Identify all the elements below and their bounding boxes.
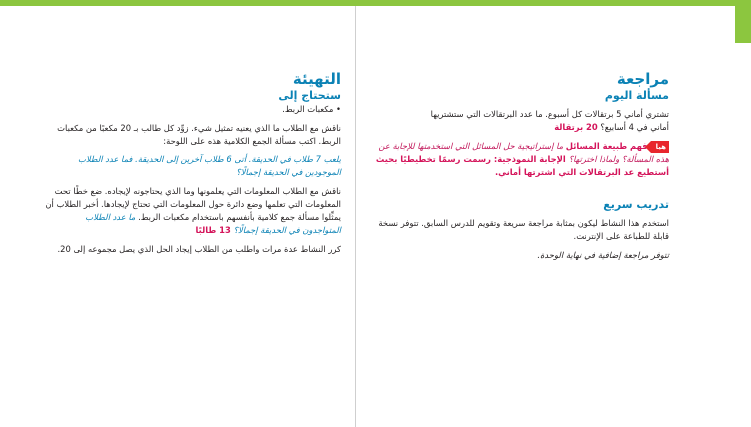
need-heading: ستحتاج إلى (278, 89, 341, 102)
problem-answer: 20 برتقالة (554, 122, 598, 132)
problem-line-1: تشتري أماني 5 برتقالات كل أسبوع. ما عدد البرتقالات التي ستشتريها (430, 109, 669, 119)
problem-of-day-heading: مسألة اليوم (604, 89, 669, 102)
quick-practice-text: استخدم هذا النشاط ليكون بمثابة مراجعة سريعة وتقويم للدرس السابق. تتوفر نسخة قابلة للطباعة على الإنترنت. (378, 218, 669, 241)
warmup-paragraph-1: ناقش مع الطلاب ما الذي يعنيه تمثيل شيء. زوِّد كل طالب بـ 20 مكعبًا من مكعبات الربط. اكتب مسألة الجمع الكلامية هذه على اللوحة: (57, 123, 341, 146)
understand-heading: فهم طبيعة المسائل (565, 141, 648, 151)
warmup-word-problem: يلعب 7 طلاب في الحديقة. أتى 6 طلاب آخرين إلى الحديقة. فما عدد الطلاب الموجودين في الحديقة إجمالًا؟ (77, 154, 341, 177)
warmup-paragraph-2-answer: 13 طالبًا (195, 225, 231, 235)
problem-line-2: أماني في 4 أسابيع؟ (597, 122, 669, 132)
quick-practice-note: تتوفر مراجعة إضافية في نهاية الوحدة. (537, 250, 669, 260)
top-accent-bar (0, 0, 751, 6)
need-item: • مكعبات الربط. (282, 104, 341, 114)
badge-label: هيا (655, 142, 666, 151)
warmup-title: التهيئة (292, 70, 341, 88)
column-divider (355, 6, 356, 427)
corner-tab (735, 0, 751, 43)
warmup-paragraph-2-text: ناقش مع الطلاب المعلومات التي يعلمونها وما الذي يحتاجونه لإيجاده. ضع خطًا تحت المعلومات التي تعلمها وضع دائرة حول المعلومات التي تحتاج لإيجادها. أخبر الطلاب أن يمثِّلوا مسألة جمع كلامية بأنفسهم باستخدام مكعبات الربط. (45, 186, 341, 222)
quick-practice-heading: تدريب سريع (603, 198, 669, 211)
warmup-paragraph-3: كرر النشاط عدة مرات واطلب من الطلاب إيجاد الحل الذي يصل مجموعه إلى 20. (57, 244, 341, 254)
problem-text (372, 108, 669, 134)
understand-question: ما إستراتيجية حل المسائل التي استخدمتها للإجابة عن هذه المسألة؟ ولماذا اخترتها؟ (378, 141, 669, 164)
warmup-column (44, 70, 341, 256)
warmup-paragraph-2-question: ما عدد الطلاب المتواجدون في الحديقة إجمالًا؟ (85, 212, 341, 235)
understand-answer: الإجابة النموذجية: رسمت رسمًا تخطيطيًا بحيث أستطيع عد البرتقالات التي اشترتها أماني. (375, 154, 669, 177)
arrow-badge-icon (651, 141, 669, 153)
review-column (372, 70, 669, 262)
warmup-paragraph-2 (44, 185, 341, 237)
understand-problem-text (372, 140, 669, 179)
review-title: مراجعة (616, 70, 669, 88)
